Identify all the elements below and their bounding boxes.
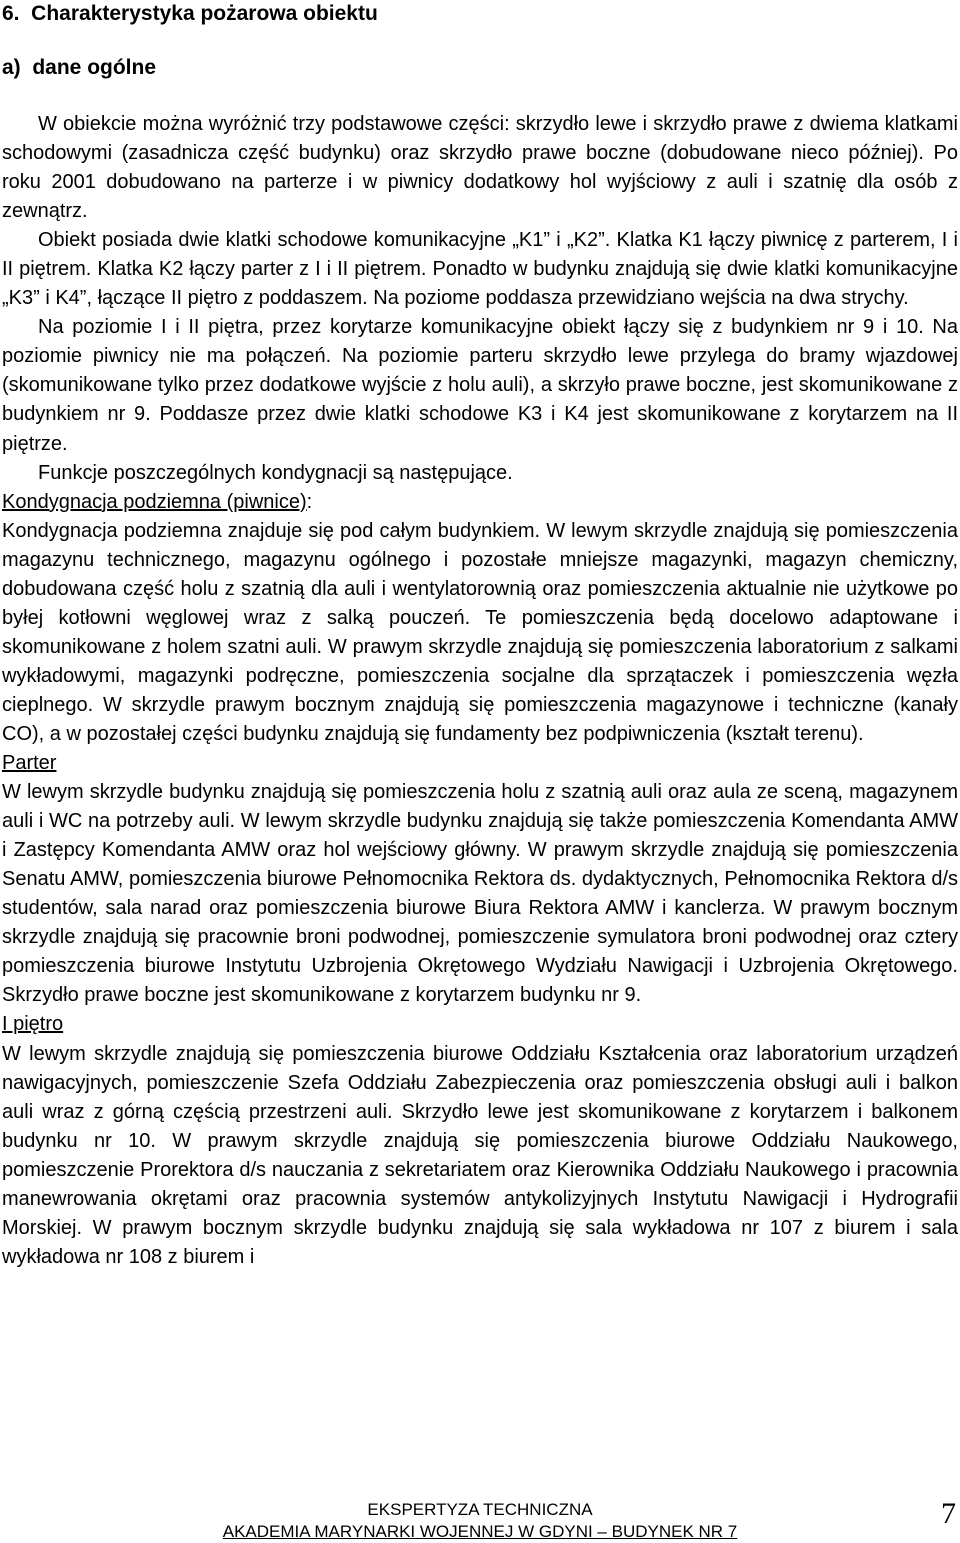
basement-heading-line	[2, 488, 958, 517]
footer-title: EKSPERTYZA TECHNICZNA	[367, 1500, 593, 1519]
paragraph-basement: Kondygnacja podziemna znajduje się pod całym budynkiem. W lewym skrzydle znajdują się pomieszczenia magazynu technicznego, magazynu ogólnego i pozostałe mniejsze magazynki, magazyn chemiczny, dobudowana część holu z szatnią dla auli i wentylatorownią oraz pomieszczenia aktualnie nie użytkowe po byłej kotłowni węglowej wraz z salką pouczeń. Te pomieszczenia będą docelowo adaptowane i skomunikowane z holem szatni auli. W prawym skrzydle znajdują się pomieszczenia laboratorium z salkami wykładowymi, magazynki podręczne, pomieszczenia socjalne dla sprzątaczek i pomieszczenia węzła cieplnego. W skrzydle prawym bocznym znajdują się pomieszczenia magazynowe i techniczne (kanały CO), a w pozostałej części budynku znajdują się fundamenty bez podpiwniczenia (kształt terenu).	[2, 519, 958, 745]
basement-heading-colon: :	[306, 490, 313, 513]
ground-floor-heading-line	[2, 749, 958, 778]
first-floor-heading-line	[2, 1010, 958, 1039]
paragraph-parts: W obiekcie można wyróżnić trzy podstawowe części: skrzydło lewe i skrzydło prawe z dwiema klatkami schodowymi (zasadnicza część budynku) oraz skrzydło prawe boczne (dobudowane nieco później). Po roku 2001 dobudowano na parterze i w piwnicy dodatkowy hol wyjściowy z auli i szatnię dla osób z zewnątrz.	[2, 113, 958, 223]
basement-heading: Kondygnacja podziemna (piwnice)	[2, 490, 307, 513]
ground-floor-heading: Parter	[2, 752, 57, 775]
section-heading: 6. Charakterystyka pożarowa obiektu	[2, 2, 378, 25]
paragraph-stairwells: Obiekt posiada dwie klatki schodowe komunikacyjne „K1” i „K2”. Klatka K1 łączy piwnicę z parterem, I i II piętrem. Klatka K2 łączy parter z I i II piętrem. Ponadto w budynku znajdują się dwie klatki komunikacyjne „K3” i K4”, łączące II piętro z poddaszem. Na poziome poddasza przewidziano wejścia na dwa strychy.	[2, 229, 958, 310]
paragraph-functions-intro: Funkcje poszczególnych kondygnacji są następujące.	[38, 461, 513, 484]
footer-subtitle: AKADEMIA MARYNARKI WOJENNEJ W GDYNI – BUDYNEK NR 7	[222, 1522, 738, 1541]
subsection-heading: a) dane ogólne	[2, 56, 157, 79]
page-footer	[0, 1497, 960, 1542]
paragraph-first-floor: W lewym skrzydle znajdują się pomieszczenia biurowe Oddziału Kształcenia oraz laboratorium urządzeń nawigacyjnych, pomieszczenie Szefa Oddziału Zabezpieczenia oraz pomieszczenia obsługi auli i balkon auli wraz z górną częścią przestrzeni auli. Skrzydło lewe jest skomunikowane z korytarzem i balkonem budynku nr 10. W prawym skrzydle znajdują się pomieszczenia biurowe Oddziału Naukowego, pomieszczenie Prorektora d/s nauczania z sekretariatem oraz Kierownika Oddziału Naukowego i pracownia manewrowania okrętami oraz pracownia systemów antykolizyjnych Instytutu Nawigacji i Hydrografii Morskiej. W prawym bocznym skrzydle budynku znajdują się sala wykładowa nr 107 z biurem i sala wykładowa nr 108 z biurem i	[2, 1042, 958, 1268]
paragraph-connections: Na poziomie I i II piętra, przez korytarze komunikacyjne obiekt łączy się z budynkiem nr 9 i 10. Na poziomie piwnicy nie ma połączeń. Na poziomie parteru skrzydło lewe przylega do bramy wjazdowej (skomunikowane tylko przez dodatkowe wyjście z holu auli), a skrzyło prawe boczne, jest skomunikowane z budynkiem nr 9. Poddasze przez dwie klatki schodowe K3 i K4 jest skomunikowane z korytarzem na II piętrze.	[2, 316, 958, 455]
footer-subtitle-line	[0, 1521, 960, 1543]
first-floor-heading: I piętro	[2, 1013, 64, 1036]
page-number: 7	[941, 1497, 956, 1530]
paragraph-ground-floor: W lewym skrzydle budynku znajdują się pomieszczenia holu z szatnią auli oraz aula ze sceną, magazynem auli i WC na potrzeby auli. W lewym skrzydle budynku znajdują się także pomieszczenia Komendanta AMW i Zastępcy Komendanta AMW oraz hol wejściowy główny. W prawym skrzydle znajdują się pomieszczenia Senatu AMW, pomieszczenia biurowe Pełnomocnika Rektora ds. dydaktycznych, Pełnomocnika Rektora d/s studentów, sala narad oraz pomieszczenia biurowe Biura Rektora AMW i kanclerza. W prawym bocznym skrzydle znajdują się pracownie broni podwodnej, pomieszczenie symulatora broni podwodnej oraz cztery pomieszczenia biurowe Instytutu Uzbrojenia Okrętowego Wydziału Nawigacji i Uzbrojenia Okrętowego. Skrzydło prawe boczne jest skomunikowane z korytarzem budynku nr 9.	[2, 781, 958, 1007]
document-body	[2, 110, 958, 1272]
